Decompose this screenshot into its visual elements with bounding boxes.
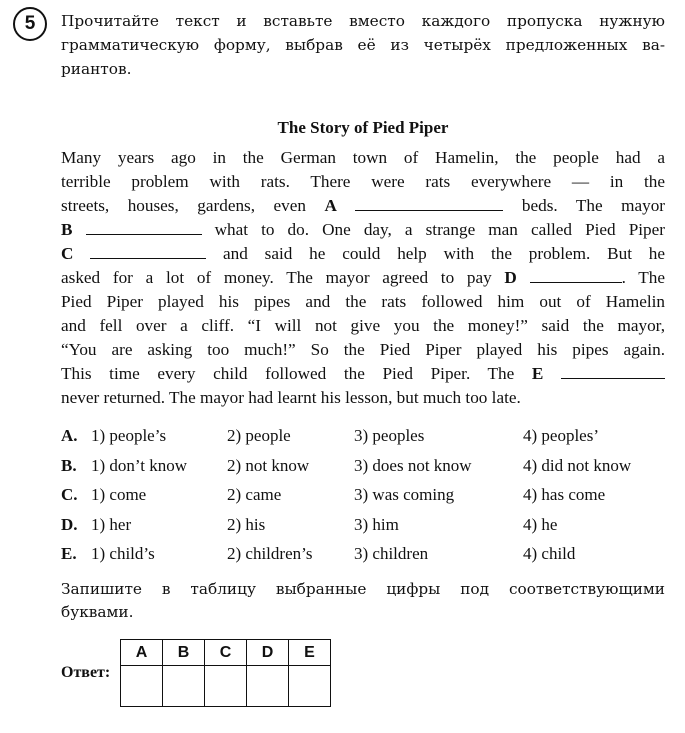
option-choice[interactable]: 1) come xyxy=(91,485,147,504)
story-text-fragment: streets, houses, gardens, even xyxy=(61,196,306,215)
option-choice[interactable]: 3) was coming xyxy=(354,485,455,504)
story-line: never returned. The mayor had learnt his lesson, but much too late. xyxy=(61,388,521,407)
answer-column-header: D xyxy=(247,640,289,666)
option-letter: E. xyxy=(61,544,77,563)
instruction-line: Прочитайте текст и вставьте вместо каждого пропуска нужную xyxy=(61,12,665,30)
option-choice[interactable]: 2) not know xyxy=(227,455,310,475)
table-instruction xyxy=(61,578,665,624)
option-choice[interactable]: 1) people’s xyxy=(91,426,167,445)
gap-a-blank[interactable] xyxy=(355,195,503,211)
answer-cell-e[interactable] xyxy=(289,666,331,707)
answer-cell-a[interactable] xyxy=(121,666,163,707)
option-row-e xyxy=(61,539,665,569)
option-choice[interactable]: 4) he xyxy=(523,514,558,534)
answer-column-header: A xyxy=(121,640,163,666)
option-choice[interactable]: 2) people xyxy=(227,426,291,445)
answer-cell-c[interactable] xyxy=(205,666,247,707)
answer-label: Ответ: xyxy=(61,664,111,681)
option-choice[interactable]: 4) child xyxy=(523,544,576,563)
gap-letter-b: B xyxy=(61,220,73,239)
answer-column-header: E xyxy=(289,640,331,666)
story-line: terrible problem with rats. There were rats everywhere — in the xyxy=(61,172,665,191)
answer-options xyxy=(61,421,665,569)
instruction-line: Запишите в таблицу выбранные цифры под соответствующими xyxy=(61,580,665,598)
answer-cell-d[interactable] xyxy=(247,666,289,707)
option-row-d xyxy=(61,510,665,540)
story-text-fragment: . The xyxy=(621,268,665,287)
task-number-badge: 5 xyxy=(13,7,47,41)
story-text-fragment: and said he could help with the problem. But he xyxy=(223,244,666,263)
option-letter: D. xyxy=(61,514,78,534)
option-choice[interactable]: 3) children xyxy=(354,544,429,563)
option-letter: A. xyxy=(61,426,78,445)
story-line xyxy=(61,362,665,386)
option-choice[interactable]: 3) peoples xyxy=(354,426,425,445)
option-choice[interactable]: 2) children’s xyxy=(227,544,313,563)
option-choice[interactable]: 1) don’t know xyxy=(91,455,188,475)
gap-c-blank[interactable] xyxy=(90,243,206,259)
answer-table-row xyxy=(121,666,331,707)
story-line xyxy=(61,266,665,290)
answer-column-header: B xyxy=(163,640,205,666)
gap-letter-d: D xyxy=(504,268,517,287)
option-letter: C. xyxy=(61,485,78,504)
option-choice[interactable]: 1) child’s xyxy=(91,544,155,563)
option-choice[interactable]: 3) him xyxy=(354,514,399,534)
option-choice[interactable]: 4) did not know xyxy=(523,455,632,475)
gap-b-blank[interactable] xyxy=(86,219,202,235)
instruction-line: риантов. xyxy=(61,60,132,78)
task-instruction xyxy=(61,9,665,81)
story-line: “You are asking too much!” So the Pied Piper played his pipes again. xyxy=(61,340,665,359)
story-line xyxy=(61,242,665,266)
story-text-fragment: This time every child followed the Pied Piper. The xyxy=(61,364,515,383)
option-row-b xyxy=(61,451,665,481)
option-letter: B. xyxy=(61,455,77,475)
option-row-c xyxy=(61,480,665,510)
gap-letter-e: E xyxy=(531,364,544,383)
story-text-fragment: beds. The mayor xyxy=(521,196,666,215)
story-text xyxy=(61,146,665,410)
story-line: Pied Piper played his pipes and the rats followed him out of Hamelin xyxy=(61,292,665,311)
answer-table xyxy=(120,639,331,707)
option-row-a xyxy=(61,421,665,451)
gap-d-blank[interactable] xyxy=(530,267,622,283)
option-choice[interactable]: 2) his xyxy=(227,514,266,534)
story-line: Many years ago in the German town of Hamelin, the people had a xyxy=(61,148,665,167)
story-title: The Story of Pied Piper xyxy=(277,118,449,137)
story-text-fragment: what to do. One day, a strange man called Pied Piper xyxy=(214,220,665,239)
option-choice[interactable]: 3) does not know xyxy=(354,455,472,475)
instruction-line: грамматическую форму, выбрав её из четырёх предложенных ва- xyxy=(61,36,665,54)
answer-column-header: C xyxy=(205,640,247,666)
gap-letter-c: C xyxy=(61,244,74,263)
story-line: and fell over a cliff. “I will not give you the money!” said the mayor, xyxy=(61,316,665,335)
story-text-fragment: asked for a lot of money. The mayor agreed to pay xyxy=(61,268,492,287)
gap-e-blank[interactable] xyxy=(561,363,665,379)
gap-letter-a: A xyxy=(324,196,337,215)
option-choice[interactable]: 4) peoples’ xyxy=(523,426,600,445)
option-choice[interactable]: 4) has come xyxy=(523,485,606,504)
story-line xyxy=(61,218,665,242)
instruction-line: буквами. xyxy=(61,603,134,621)
option-choice[interactable]: 1) her xyxy=(91,514,132,534)
story-line xyxy=(61,194,665,218)
answer-table-header xyxy=(121,640,331,666)
option-choice[interactable]: 2) came xyxy=(227,485,282,504)
answer-cell-b[interactable] xyxy=(163,666,205,707)
